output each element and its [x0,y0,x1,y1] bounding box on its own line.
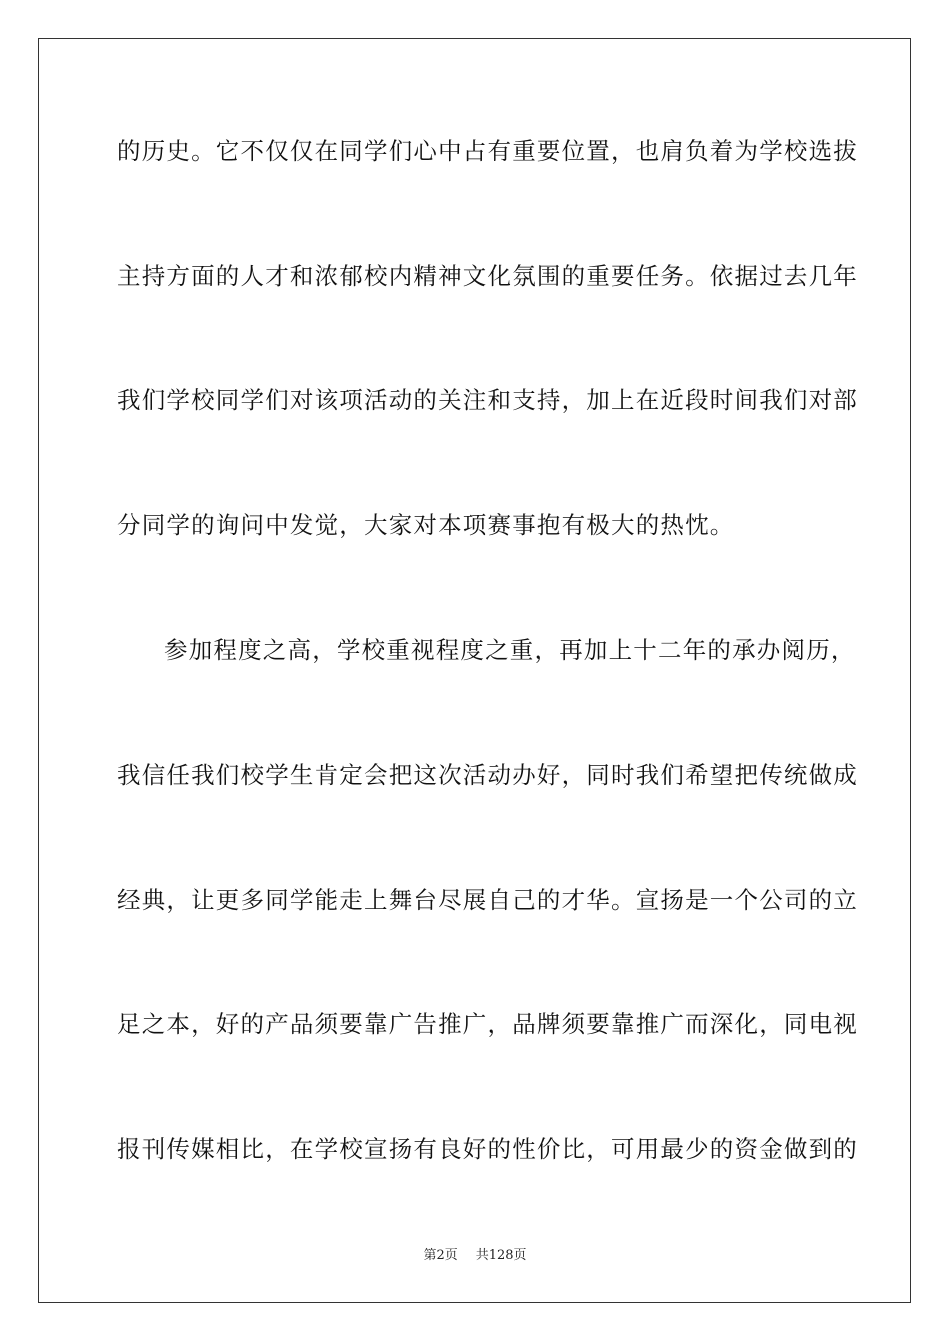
page-number: 第2页 [423,1248,458,1263]
body-text-line: 分同学的询问中发觉，大家对本项赛事抱有极大的热忱。 [117,511,735,539]
body-text-line: 主持方面的人才和浓郁校内精神文化氛围的重要任务。依据过去几年 [117,262,858,290]
body-text-line: 我信任我们校学生肯定会把这次活动办好，同时我们希望把传统做成 [117,761,858,789]
body-text-line: 的历史。它不仅仅在同学们心中占有重要位置，也肩负着为学校选拔 [117,137,858,165]
body-text-line: 报刊传媒相比，在学校宣扬有良好的性价比，可用最少的资金做到的 [117,1135,858,1163]
body-text-line: 足之本，好的产品须要靠广告推广，品牌须要靠推广而深化，同电视 [117,1010,858,1038]
body-text-line: 经典，让更多同学能走上舞台尽展自己的才华。宣扬是一个公司的立 [117,886,858,914]
page-footer [0,1247,950,1265]
body-text-line: 我们学校同学们对该项活动的关注和支持，加上在近段时间我们对部 [117,386,858,414]
page-border [38,38,911,1303]
body-text-line-indented: 参加程度之高，学校重视程度之重，再加上十二年的承办阅历， [164,636,856,664]
page-total: 共128页 [475,1248,527,1263]
